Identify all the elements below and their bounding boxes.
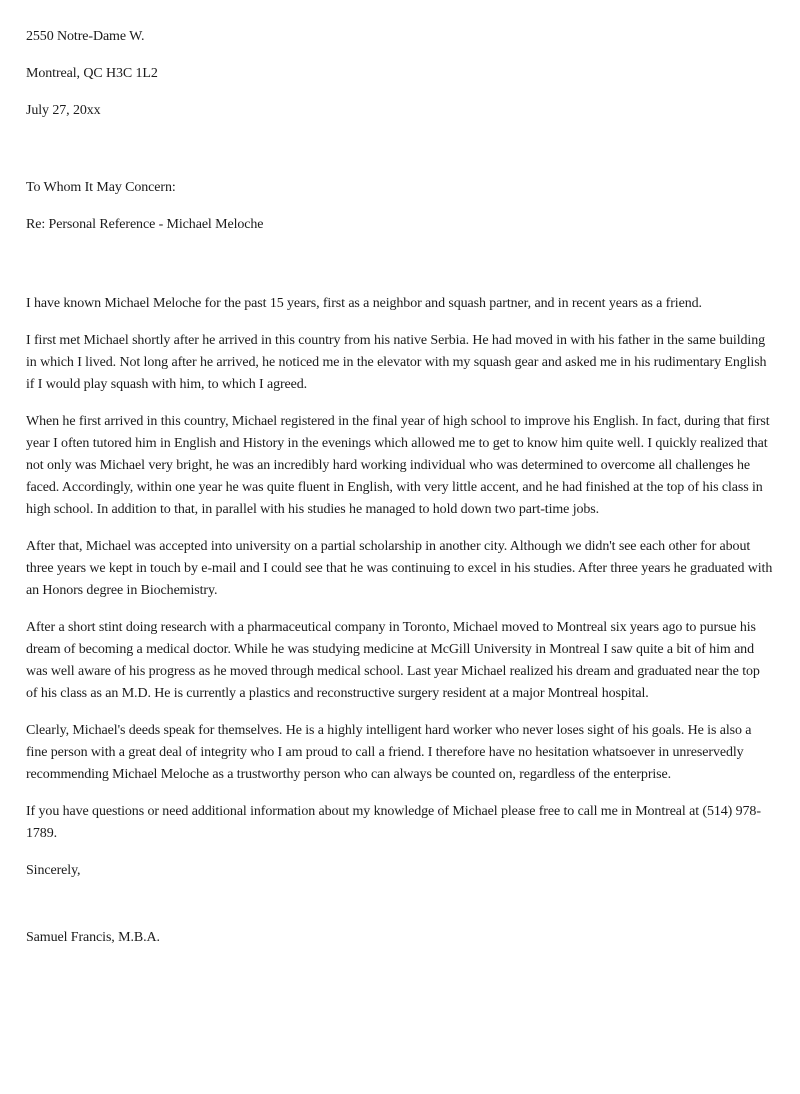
body-paragraph-3: When he first arrived in this country, Michael registered in the final year of high school to improve his English. In fact, during that first year I often tutored him in English and History in the evenings which allowed me to get to know him quite well. I quickly realized that not only was Michael very bright, he was an incredibly hard working individual who was determined to overcome all challenges he faced. Accordingly, within one year he was quite fluent in English, with very little accent, and he had finished at the top of his class in high school. In addition to that, in parallel with his studies he managed to hold down two part-time jobs. (26, 414, 770, 517)
spacer (26, 251, 774, 293)
spacer (26, 137, 774, 177)
body-paragraph-7: If you have questions or need additional information about my knowledge of Michael please free to call me in Montreal at (514) 978-1789. (26, 804, 761, 841)
sender-address-line-1: 2550 Notre-Dame W. (26, 29, 145, 44)
body-paragraph-6: Clearly, Michael's deeds speak for themselves. He is a highly intelligent hard worker who never loses sight of his goals. He is also a fine person with a great deal of integrity who I am proud to call a friend. I therefore have no hesitation whatsoever in unreservedly recommending Michael Meloche as a trustworthy person who can always be counted on, regardless of the enterprise. (26, 723, 752, 782)
body-paragraph-2: I first met Michael shortly after he arrived in this country from his native Serbia. He had moved in with his father in the same building in which I lived. Not long after he arrived, he noticed me in the elevator with my squash gear and asked me in his rudimentary English if I would play squash with him, to which I agreed. (26, 333, 767, 392)
body-paragraph-1: I have known Michael Meloche for the past 15 years, first as a neighbor and squash partner, and in recent years as a friend. (26, 296, 702, 311)
letter-date: July 27, 20xx (26, 103, 101, 118)
body-paragraph-5: After a short stint doing research with a pharmaceutical company in Toronto, Michael moved to Montreal six years ago to pursue his dream of becoming a medical doctor. While he was studying medicine at McGill University in Montreal I saw quite a bit of him and was well aware of his progress as he moved through medical school. Last year Michael realized his dream and graduated near the top of his class as an M.D. He is currently a plastics and reconstructive surgery resident at a major Montreal hospital. (26, 620, 760, 701)
closing: Sincerely, (26, 863, 81, 878)
sender-address-line-2: Montreal, QC H3C 1L2 (26, 66, 158, 81)
salutation: To Whom It May Concern: (26, 180, 176, 195)
signature-name: Samuel Francis, M.B.A. (26, 930, 160, 945)
body-paragraph-4: After that, Michael was accepted into university on a partial scholarship in another city. Although we didn't see each other for about three years we kept in touch by e-mail and I could see that he was continuing to excel in his studies. After three years he graduated with an Honors degree in Biochemistry. (26, 539, 773, 598)
signature-space (26, 897, 774, 927)
subject-line: Re: Personal Reference - Michael Meloche (26, 217, 264, 232)
